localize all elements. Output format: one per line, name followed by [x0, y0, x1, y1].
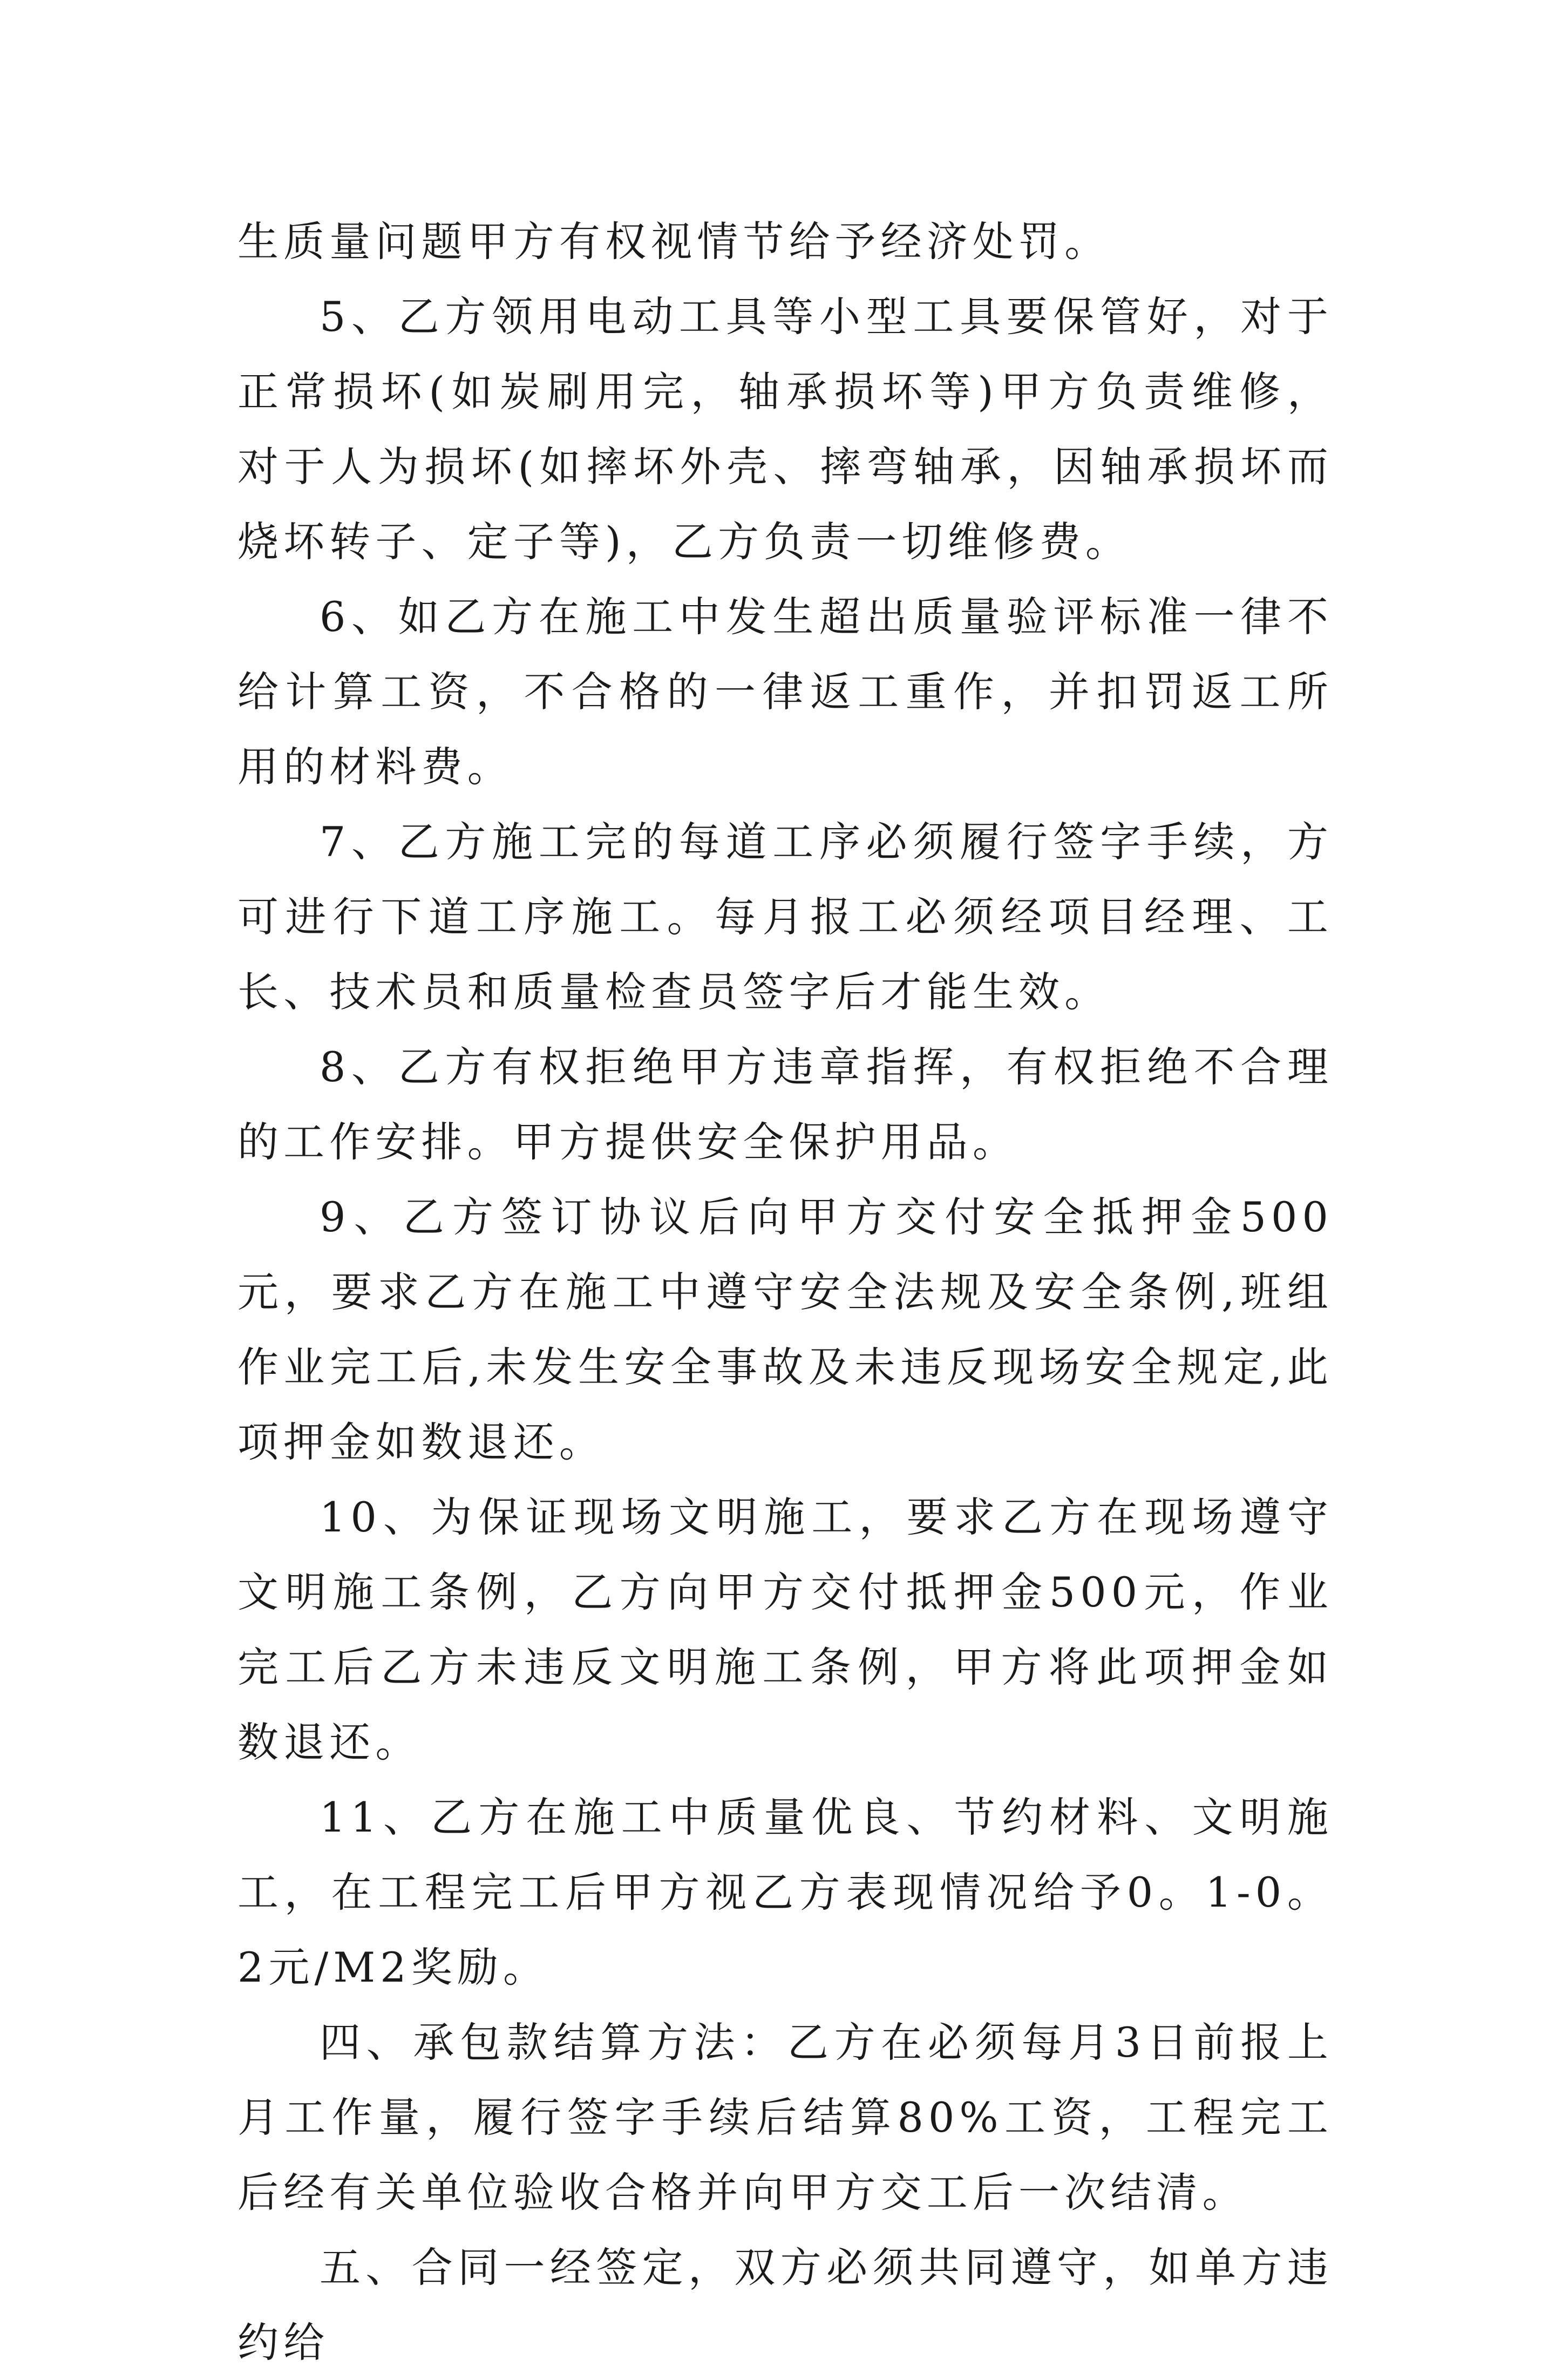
paragraph-clause-7: 7、乙方施工完的每道工序必须履行签字手续，方可进行下道工序施工。每月报工必须经项目经理、工长、技术员和质量检查员签字后才能生效。 — [237, 818, 1333, 1016]
paragraph-clause-6: 6、如乙方在施工中发生超出质量验评标准一律不给计算工资，不合格的一律返工重作，并扣罚返工所用的材料费。 — [237, 593, 1333, 791]
paragraph-section-4: 四、承包款结算方法：乙方在必须每月3日前报上月工作量，履行签字手续后结算80%工资，工程完工后经有关单位验收合格并向甲方交工后一次结清。 — [237, 2018, 1333, 2216]
paragraph-clause-9: 9、乙方签订协议后向甲方交付安全抵押金500元，要求乙方在施工中遵守安全法规及安全条例,班组作业完工后,未发生安全事故及未违反现场安全规定,此项押金如数退还。 — [237, 1193, 1333, 1466]
paragraph-continuation: 生质量问题甲方有权视情节给予经济处罚。 — [237, 218, 1111, 266]
paragraph-section-5: 五、合同一经签定，双方必须共同遵守，如单方违约给 — [237, 2243, 1333, 2367]
paragraph-clause-10: 10、为保证现场文明施工，要求乙方在现场遵守文明施工条例，乙方向甲方交付抵押金500元，作业完工后乙方未违反文明施工条例，甲方将此项押金如数退还。 — [237, 1493, 1333, 1766]
contract-text — [237, 204, 1333, 2380]
paragraph-clause-5: 5、乙方领用电动工具等小型工具要保管好，对于正常损坏(如炭刷用完，轴承损坏等)甲方负责维修，对于人为损坏(如摔坏外壳、摔弯轴承，因轴承损坏而烧坏转子、定子等)，乙方负责一切维修费。 — [237, 293, 1333, 566]
paragraph-clause-8: 8、乙方有权拒绝甲方违章指挥，有权拒绝不合理的工作安排。甲方提供安全保护用品。 — [237, 1043, 1333, 1166]
paragraph-clause-11: 11、乙方在施工中质量优良、节约材料、文明施工，在工程完工后甲方视乙方表现情况给予0。1-0。2元/M2奖励。 — [237, 1793, 1333, 1991]
